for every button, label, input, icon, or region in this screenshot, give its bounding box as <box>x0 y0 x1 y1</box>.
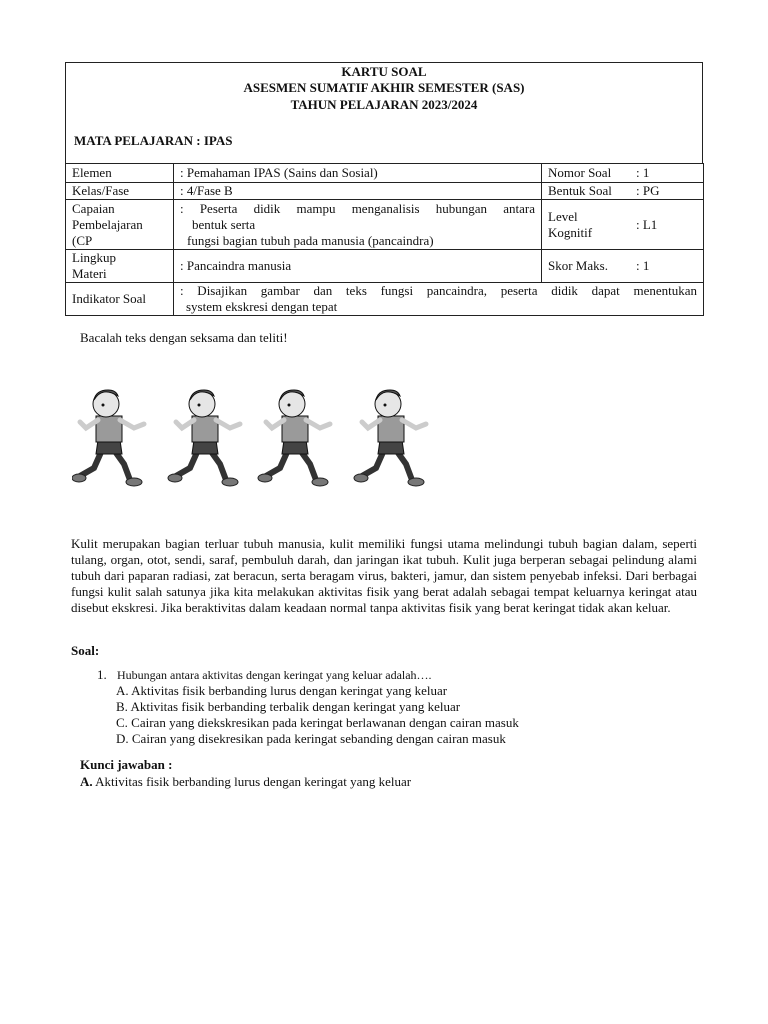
elemen-value: : Pemahaman IPAS (Sains dan Sosial) <box>174 164 542 183</box>
child-figure <box>258 390 330 486</box>
nomor-soal-label: Nomor Soal <box>548 165 612 180</box>
skor-maks-value: : 1 <box>636 258 650 273</box>
question-item <box>97 667 432 683</box>
child-figure <box>72 390 144 486</box>
table-row <box>66 200 704 250</box>
level-label-line: Kognitif <box>548 224 593 240</box>
level-label-line: Level <box>548 208 578 224</box>
bentuk-soal-value: : PG <box>636 183 660 198</box>
exam-title: ASESMEN SUMATIF AKHIR SEMESTER (SAS) <box>243 80 525 95</box>
school-year: TAHUN PELAJARAN 2023/2024 <box>290 97 478 112</box>
indikator-label: Indikator Soal <box>66 283 174 316</box>
running-children-illustration <box>72 388 442 496</box>
child-figure <box>168 390 240 486</box>
indikator-value-line: system ekskresi dengan tepat <box>186 299 338 314</box>
cp-value-line: : Peserta didik mampu menganalisis hubungan antara <box>180 200 535 216</box>
nomor-soal-cell <box>542 164 704 183</box>
reading-passage: Kulit merupakan bagian terluar tubuh manusia, kulit memiliki fungsi utama melindungi tubuh bagian dalam, seperti tulang, organ, otot, sendi, saraf, pembuluh darah, dan jaringan ikat tubuh. Kulit juga berperan sebagai pelindung alami tubuh dari paparan radiasi, zat beracun, serta beragam virus, bakteri, jamur, dan sistem penyebab infeksi. Dari berbagai fungsi kulit salah satunya jika kita melakukan aktivitas fisik yang berat adalah sebagai tempat keluarnya keringat atau disebut ekskresi. Jika beraktivitas dalam keadaan normal tanpa aktivitas fisik yang berat keringat tidak akan keluar. <box>71 536 697 615</box>
lingkup-label-line: Lingkup <box>72 250 117 265</box>
level-kognitif-cell <box>542 200 704 250</box>
indikator-value-line: : Disajikan gambar dan teks fungsi pancaindra, peserta didik dapat menentukan <box>180 283 697 298</box>
level-value: : L1 <box>636 216 658 232</box>
answer-text: Aktivitas fisik berbanding lurus dengan keringat yang keluar <box>92 774 412 789</box>
kelas-label: Kelas/Fase <box>66 183 174 200</box>
bentuk-soal-cell <box>542 183 704 200</box>
cp-label-line: (CP <box>72 232 93 248</box>
option-a: A. Aktivitas fisik berbanding lurus dengan keringat yang keluar <box>116 683 448 698</box>
lingkup-label <box>66 250 174 283</box>
kelas-value: : 4/Fase B <box>174 183 542 200</box>
question-heading: Soal: <box>71 643 100 658</box>
lingkup-label-line: Materi <box>72 266 107 281</box>
child-figure <box>354 390 426 486</box>
reading-instruction: Bacalah teks dengan seksama dan teliti! <box>80 330 288 345</box>
info-table <box>65 163 704 316</box>
table-row <box>66 164 704 183</box>
table-row <box>66 283 704 316</box>
skor-maks-label: Skor Maks. <box>548 258 608 273</box>
indikator-value <box>174 283 704 316</box>
lingkup-value: : Pancaindra manusia <box>174 250 542 283</box>
question-number: 1. <box>97 667 107 682</box>
skor-maks-cell <box>542 250 704 283</box>
cp-value-line: fungsi bagian tubuh pada manusia (pancaindra) <box>187 232 434 248</box>
cp-label-line: Pembelajaran <box>72 216 143 232</box>
cp-value <box>174 200 542 250</box>
table-row <box>66 250 704 283</box>
cp-value-line: bentuk serta <box>192 216 256 232</box>
cp-label-line: Capaian <box>72 200 115 216</box>
card-title: KARTU SOAL <box>341 64 427 79</box>
answer-key <box>80 774 411 790</box>
option-d: D. Cairan yang disekresikan pada keringat sebanding dengan cairan masuk <box>116 731 506 746</box>
table-row <box>66 183 704 200</box>
answer-key-heading: Kunci jawaban : <box>80 757 173 772</box>
subject-label: MATA PELAJARAN : IPAS <box>74 133 233 148</box>
elemen-label: Elemen <box>66 164 174 183</box>
answer-letter: A. <box>80 774 93 789</box>
nomor-soal-value: : 1 <box>636 165 650 180</box>
option-c: C. Cairan yang diekskresikan pada keringat berlawanan dengan cairan masuk <box>116 715 519 730</box>
option-b: B. Aktivitas fisik berbanding terbalik dengan keringat yang keluar <box>116 699 461 714</box>
cp-label <box>66 200 174 250</box>
question-text: Hubungan antara aktivitas dengan keringat yang keluar adalah…. <box>117 668 432 682</box>
card-header <box>65 62 703 163</box>
bentuk-soal-label: Bentuk Soal <box>548 183 612 198</box>
